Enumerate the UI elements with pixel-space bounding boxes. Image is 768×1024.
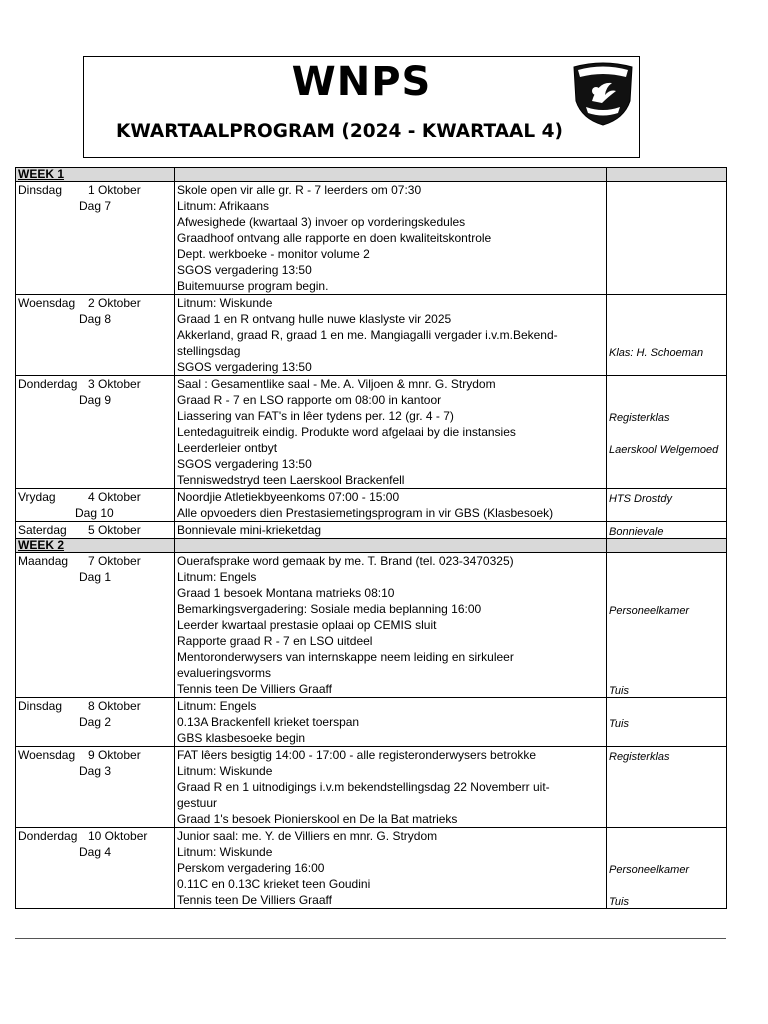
- week-header-empty: [607, 168, 727, 182]
- activity-item: Alle opvoeders dien Prestasiemetingsprogram in vir GBS (Klasbesoek): [177, 506, 554, 520]
- location-note: Tuis: [609, 896, 629, 908]
- activity-item: Bonnievale mini-krieketdag: [177, 523, 322, 537]
- location-note: Tuis: [609, 685, 629, 697]
- day-row: [16, 182, 727, 295]
- activity-item: Perskom vergadering 16:00: [177, 861, 325, 875]
- date: 2 Oktober: [88, 296, 141, 310]
- activity-item: FAT lêers besigtig 14:00 - 17:00 - alle registeronderwysers betrokke: [177, 748, 537, 762]
- activity-item: Graad 1's besoek Pionierskool en De la Bat matrieks: [177, 812, 458, 826]
- activities-cell: [175, 522, 607, 539]
- activities-cell: [175, 489, 607, 522]
- dag-number: Dag 10: [75, 506, 114, 520]
- activity-item: Graad 1 en R ontvang hulle nuwe klaslyste vir 2025: [177, 312, 452, 326]
- dag-number: Dag 1: [79, 570, 112, 584]
- activity-item: Buitemuurse program begin.: [177, 279, 329, 293]
- footer-divider: [15, 938, 726, 939]
- date: 1 Oktober: [88, 183, 141, 197]
- day-heading: [18, 522, 172, 538]
- date: 9 Oktober: [88, 748, 141, 762]
- activity-item: Graad 1 besoek Montana matrieks 08:10: [177, 586, 395, 600]
- activity-item: Litnum: Engels: [177, 699, 257, 713]
- date: 7 Oktober: [88, 554, 141, 568]
- day-cell: [16, 828, 175, 909]
- location-note: Personeelkamer: [609, 864, 690, 876]
- weekday: Woensdag: [18, 296, 76, 310]
- activity-item: Dept. werkboeke - monitor volume 2: [177, 247, 370, 261]
- location-note: Klas: H. Schoeman: [609, 347, 704, 359]
- weekday: Donderdag: [18, 829, 78, 843]
- activity-item: SGOS vergadering 13:50: [177, 360, 312, 374]
- weekday: Donderdag: [18, 377, 78, 391]
- week-header-row: [16, 539, 727, 553]
- day-row: [16, 828, 727, 909]
- day-cell: [16, 698, 175, 747]
- location-cell: [607, 747, 727, 828]
- weekday: Vrydag: [18, 490, 56, 504]
- activity-item: Tennis teen De Villiers Graaff: [177, 682, 332, 696]
- day-cell: [16, 489, 175, 522]
- activity-item: Litnum: Afrikaans: [177, 199, 270, 213]
- day-heading: [18, 489, 172, 505]
- week-header-row: [16, 168, 727, 182]
- day-cell: [16, 522, 175, 539]
- week-header-empty: [175, 168, 607, 182]
- activity-item: gestuur: [177, 796, 218, 810]
- day-row: [16, 698, 727, 747]
- program-table: [15, 167, 727, 909]
- activity-item: Skole open vir alle gr. R - 7 leerders om 07:30: [177, 183, 422, 197]
- location-cell: [607, 828, 727, 909]
- activity-item: Leerder kwartaal prestasie oplaai op CEMIS sluit: [177, 618, 437, 632]
- day-heading: [18, 295, 172, 311]
- activity-item: SGOS vergadering 13:50: [177, 263, 312, 277]
- week-label: WEEK 1: [18, 167, 65, 181]
- location-note: Personeelkamer: [609, 605, 690, 617]
- day-heading: [18, 698, 172, 714]
- activities-cell: [175, 295, 607, 376]
- activity-item: Litnum: Wiskunde: [177, 764, 273, 778]
- date: 5 Oktober: [88, 523, 141, 537]
- dag-number: Dag 7: [79, 199, 112, 213]
- activity-item: Ouerafsprake word gemaak by me. T. Brand (tel. 023-3470325): [177, 554, 514, 568]
- weekday: Dinsdag: [18, 699, 63, 713]
- weekday: Saterdag: [18, 523, 67, 537]
- school-crest-logo: [572, 61, 634, 127]
- day-heading: [18, 182, 172, 198]
- week-header-empty: [175, 539, 607, 553]
- weekday: Maandag: [18, 554, 69, 568]
- activity-item: Afwesighede (kwartaal 3) invoer op vorderingskedules: [177, 215, 466, 229]
- location-note: Bonnievale: [609, 526, 664, 538]
- activity-item: Liassering van FAT's in lêer tydens per. 12 (gr. 4 - 7): [177, 409, 454, 423]
- day-heading: [18, 747, 172, 763]
- activities-cell: [175, 182, 607, 295]
- page-subtitle: KWARTAALPROGRAM (2024 - KWARTAAL 4): [116, 121, 563, 142]
- date: 10 Oktober: [88, 829, 148, 843]
- activity-item: GBS klasbesoeke begin: [177, 731, 306, 745]
- day-cell: [16, 376, 175, 489]
- location-note: Laerskool Welgemoed: [609, 444, 719, 456]
- week-label-cell: [16, 539, 175, 553]
- day-row: [16, 376, 727, 489]
- day-heading: [18, 376, 172, 392]
- day-row: [16, 747, 727, 828]
- location-cell: [607, 698, 727, 747]
- activity-item: Junior saal: me. Y. de Villiers en mnr. G. Strydom: [177, 829, 438, 843]
- activity-item: 0.11C en 0.13C krieket teen Goudini: [177, 877, 371, 891]
- activity-item: Litnum: Wiskunde: [177, 296, 273, 310]
- location-cell: [607, 295, 727, 376]
- activity-item: Litnum: Wiskunde: [177, 845, 273, 859]
- activity-item: Litnum: Engels: [177, 570, 257, 584]
- activities-cell: [175, 376, 607, 489]
- weekday: Woensdag: [18, 748, 76, 762]
- activity-item: Bemarkingsvergadering: Sosiale media beplanning 16:00: [177, 602, 482, 616]
- location-note: Registerklas: [609, 751, 670, 763]
- location-note: Registerklas: [609, 412, 670, 424]
- dag-number: Dag 3: [79, 764, 112, 778]
- week-label: WEEK 2: [18, 538, 65, 552]
- activity-item: Noordjie Atletiekbyeenkoms 07:00 - 15:00: [177, 490, 400, 504]
- activity-item: stellingsdag: [177, 344, 241, 358]
- activity-item: Tenniswedstryd teen Laerskool Brackenfell: [177, 473, 405, 487]
- activity-item: Lentedaguitreik eindig. Produkte word afgelaai by die instansies: [177, 425, 516, 439]
- day-row: [16, 553, 727, 698]
- activity-item: 0.13A Brackenfell krieket toerspan: [177, 715, 360, 729]
- activity-item: Graadhoof ontvang alle rapporte en doen kwaliteitskontrole: [177, 231, 492, 245]
- day-heading: [18, 828, 172, 844]
- activity-item: SGOS vergadering 13:50: [177, 457, 312, 471]
- day-row: [16, 522, 727, 539]
- week-header-empty: [607, 539, 727, 553]
- activities-cell: [175, 698, 607, 747]
- weekday: Dinsdag: [18, 183, 63, 197]
- activity-item: Saal : Gesamentlike saal - Me. A. Viljoen & mnr. G. Strydom: [177, 377, 496, 391]
- day-cell: [16, 553, 175, 698]
- activity-item: Mentoronderwysers van internskappe neem leiding en sirkuleer: [177, 650, 514, 664]
- location-note: HTS Drostdy: [609, 493, 672, 505]
- day-cell: [16, 747, 175, 828]
- dag-number: Dag 8: [79, 312, 112, 326]
- location-cell: [607, 489, 727, 522]
- activities-cell: [175, 553, 607, 698]
- activity-item: Graad R - 7 en LSO rapporte om 08:00 in kantoor: [177, 393, 442, 407]
- page-title: WNPS: [291, 59, 432, 105]
- activity-item: Rapporte graad R - 7 en LSO uitdeel: [177, 634, 373, 648]
- dag-number: Dag 4: [79, 845, 112, 859]
- location-cell: [607, 376, 727, 489]
- activities-cell: [175, 828, 607, 909]
- dag-number: Dag 9: [79, 393, 112, 407]
- activity-item: Tennis teen De Villiers Graaff: [177, 893, 332, 907]
- day-cell: [16, 295, 175, 376]
- location-cell: [607, 182, 727, 295]
- dag-number: Dag 2: [79, 715, 112, 729]
- day-heading: [18, 553, 172, 569]
- location-cell: [607, 522, 727, 539]
- date: 3 Oktober: [88, 377, 141, 391]
- week-label-cell: [16, 168, 175, 182]
- header-box: [83, 56, 640, 158]
- activity-item: evalueringsvorms: [177, 666, 272, 680]
- activity-item: Graad R en 1 uitnodigings i.v.m bekendstellingsdag 22 Novemberr uit-: [177, 780, 550, 794]
- day-cell: [16, 182, 175, 295]
- date: 8 Oktober: [88, 699, 141, 713]
- location-cell: [607, 553, 727, 698]
- location-note: Tuis: [609, 718, 629, 730]
- activities-cell: [175, 747, 607, 828]
- activity-item: Leerderleier ontbyt: [177, 441, 278, 455]
- day-row: [16, 489, 727, 522]
- activity-item: Akkerland, graad R, graad 1 en me. Mangiagalli vergader i.v.m.Bekend-: [177, 328, 558, 342]
- day-row: [16, 295, 727, 376]
- date: 4 Oktober: [88, 490, 141, 504]
